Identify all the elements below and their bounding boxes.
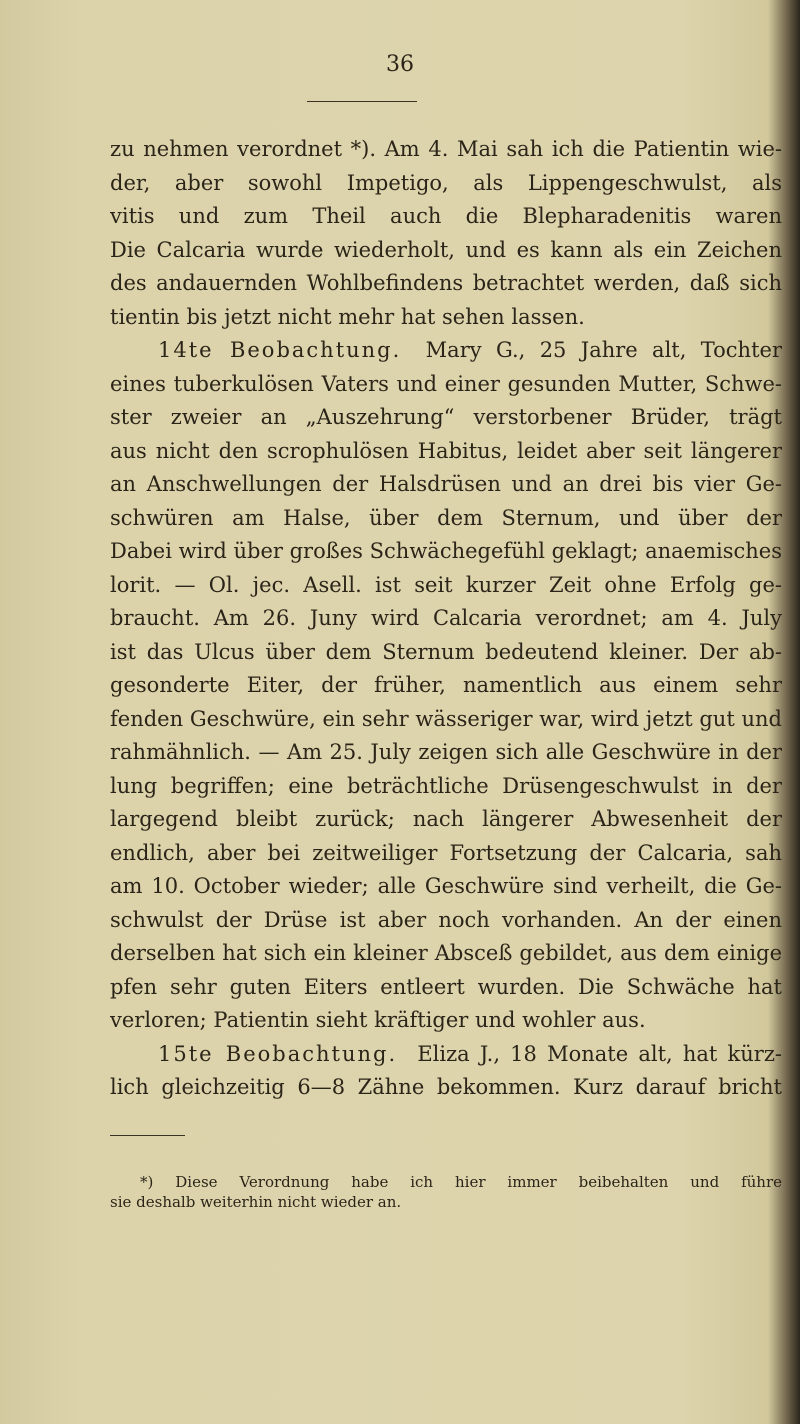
line-text: schwulst der Drüse ist aber noch vorhanden. An der einen — [110, 907, 782, 932]
line-text: endlich, aber bei zeitweiliger Fortsetzung der Calcaria, sah — [110, 840, 782, 865]
line-text: Eliza J., 18 Monate alt, hat kürz- — [417, 1041, 782, 1066]
text-line — [110, 1192, 782, 1212]
text-line — [110, 200, 782, 234]
line-text: Dabei wird über großes Schwächegefühl geklagt; anaemisches — [110, 539, 782, 563]
body-text — [110, 133, 782, 1105]
text-line — [110, 368, 782, 402]
line-text: verloren; Patientin sieht kräftiger und wohler aus. — [110, 1008, 646, 1032]
text-line — [110, 870, 782, 904]
text-line — [110, 301, 782, 335]
text-line — [110, 569, 782, 603]
line-text: Die Calcaria wurde wiederholt, und es kann als ein Zeichen — [110, 237, 782, 262]
line-text: des andauernden Wohlbefindens betrachtet werden, daß sich — [110, 271, 782, 295]
line-text: zu nehmen verordnet *). Am 4. Mai sah ich die Patientin wie- — [110, 137, 782, 161]
line-text: Mary G., 25 Jahre alt, Tochter — [425, 338, 782, 362]
line-text: *) Diese Verordnung habe ich hier immer beibehalten und führe — [140, 1173, 782, 1191]
text-line — [110, 971, 782, 1005]
line-text: eines tuberkulösen Vaters und einer gesunden Mutter, Schwe- — [110, 371, 782, 396]
footnote — [110, 1172, 782, 1212]
text-line — [110, 468, 782, 502]
text-line — [110, 1038, 782, 1072]
text-line — [110, 703, 782, 737]
line-text: braucht. Am 26. Juny wird Calcaria verordnet; am 4. July — [110, 606, 782, 630]
line-text: an Anschwellungen der Halsdrüsen und an drei bis vier Ge- — [110, 472, 782, 496]
line-text: lich gleichzeitig 6—8 Zähne bekommen. Kurz darauf bricht — [110, 1075, 782, 1099]
line-text: vitis und zum Theil auch die Blepharadenitis waren — [110, 204, 782, 228]
text-line — [110, 167, 782, 201]
line-text: derselben hat sich ein kleiner Absceß gebildet, aus dem einige — [110, 941, 782, 965]
observation-heading: 14te Beobachtung. — [158, 338, 402, 362]
text-line — [110, 602, 782, 636]
line-text: am 10. October wieder; alle Geschwüre sind verheilt, die Ge- — [110, 874, 782, 898]
text-line — [110, 837, 782, 871]
text-line — [110, 334, 782, 368]
line-text: schwüren am Halse, über dem Sternum, und über der — [110, 505, 782, 530]
line-text: pfen sehr guten Eiters entleert wurden. Die Schwäche hat — [110, 974, 782, 999]
text-line — [110, 803, 782, 837]
text-line — [110, 636, 782, 670]
text-line — [110, 401, 782, 435]
line-text: fenden Geschwüre, ein sehr wässeriger war, wird jetzt gut und — [110, 706, 782, 731]
text-line — [110, 770, 782, 804]
line-text: sie deshalb weiterhin nicht wieder an. — [110, 1193, 402, 1211]
text-line — [110, 937, 782, 971]
text-line — [110, 234, 782, 268]
text-line — [110, 133, 782, 167]
line-text: tientin bis jetzt nicht mehr hat sehen lassen. — [110, 304, 585, 329]
page-number: 36 — [386, 52, 414, 77]
line-text: aus nicht den scrophulösen Habitus, leidet aber seit längerer — [110, 438, 782, 463]
line-text: lorit. — Ol. jec. Asell. ist seit kurzer Zeit ohne Erfolg ge- — [110, 572, 782, 597]
header-rule — [307, 101, 417, 102]
text-line — [110, 904, 782, 938]
text-line — [110, 669, 782, 703]
text-line — [110, 502, 782, 536]
line-text: ist das Ulcus über dem Sternum bedeutend kleiner. Der ab- — [110, 639, 782, 664]
text-line — [110, 1004, 782, 1038]
line-text: gesonderte Eiter, der früher, namentlich aus einem sehr — [110, 673, 782, 697]
text-line — [110, 435, 782, 469]
text-line — [110, 535, 782, 569]
text-line — [110, 267, 782, 301]
line-text: largegend bleibt zurück; nach längerer Abwesenheit der — [110, 807, 782, 831]
footnote-rule — [110, 1135, 185, 1136]
text-line — [110, 1071, 782, 1105]
text-line — [110, 1172, 782, 1192]
observation-heading: 15te Beobachtung. — [158, 1041, 398, 1066]
line-text: rahmähnlich. — Am 25. July zeigen sich alle Geschwüre in der — [110, 740, 782, 764]
line-text: lung begriffen; eine beträchtliche Drüsengeschwulst in der — [110, 773, 782, 798]
text-line — [110, 736, 782, 770]
line-text: ster zweier an „Auszehrung“ verstorbener Brüder, trägt — [110, 405, 782, 429]
line-text: der, aber sowohl Impetigo, als Lippengeschwulst, als — [110, 170, 782, 195]
